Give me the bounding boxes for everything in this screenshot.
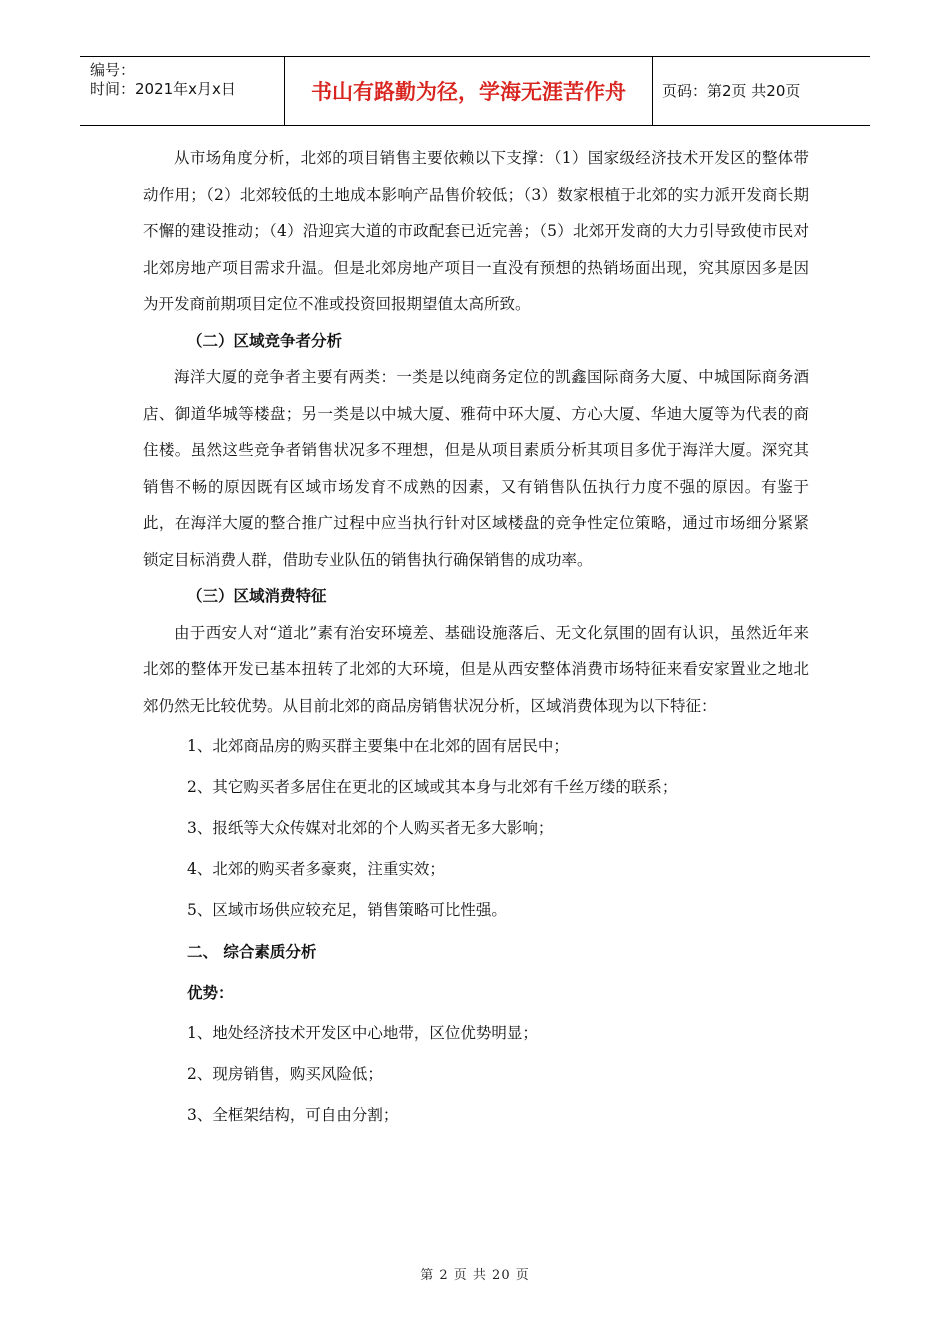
document-header <box>80 56 870 126</box>
serial-number-label: 编号： <box>90 61 136 79</box>
date-label: 时间：2021年x月x日 <box>90 80 236 98</box>
competitors-paragraph: 海洋大厦的竞争者主要有两类：一类是以纯商务定位的凯鑫国际商务大厦、中城国际商务酒店、御道华城等楼盘；另一类是以中城大厦、雅荷中环大厦、方心大厦、华迪大厦等为代表的商住楼。虽然这些竞争者销售状况多不理想，但是从项目素质分析其项目多优于海洋大厦。深究其销售不畅的原因既有区域市场发育不成熟的因素，又有销售队伍执行力度不强的原因。有鉴于此，在海洋大厦的整合推广过程中应当执行针对区域楼盘的竞争性定位策略，通过市场细分紧紧锁定目标消费人群，借助专业队伍的销售执行确保销售的成功率。 <box>143 368 809 569</box>
section-heading-consumption: （三）区域消费特征 <box>187 586 327 605</box>
list-item: 5、区域市场供应较充足，销售策略可比性强。 <box>187 901 507 919</box>
market-analysis-paragraph: 从市场角度分析，北郊的项目销售主要依赖以下支撑：（1）国家级经济技术开发区的整体带动作用；（2）北郊较低的土地成本影响产品售价较低；（3）数家根植于北郊的实力派开发商长期不懈的建设推动；（4）沿迎宾大道的市政配套已近完善；（5）北郊开发商的大力引导致使市民对北郊房地产项目需求升温。但是北郊房地产项目一直没有预想的热销场面出现，究其原因多是因为开发商前期项目定位不准或投资回报期望值太高所致。 <box>143 149 809 313</box>
header-page-code: 页码：第2页 共20页 <box>662 82 801 100</box>
advantages-heading: 优势： <box>187 983 234 1002</box>
list-item: 1、北郊商品房的购买群主要集中在北郊的固有居民中； <box>187 737 569 755</box>
header-motto-cell <box>284 57 653 125</box>
consumption-paragraph: 由于西安人对“道北”素有治安环境差、基础设施落后、无文化氛围的固有认识，虽然近年来北郊的整体开发已基本扭转了北郊的大环境，但是从西安整体消费市场特征来看安家置业之地北郊仍然无比较优势。从目前北郊的商品房销售状况分析，区域消费体现为以下特征： <box>143 623 809 715</box>
header-meta-cell <box>80 57 283 125</box>
section-heading-competitors: （二）区域竞争者分析 <box>187 330 343 350</box>
header-page-cell <box>652 57 870 125</box>
list-item: 3、报纸等大众传媒对北郊的个人购买者无多大影响； <box>187 819 554 837</box>
list-item: 4、北郊的购买者多豪爽，注重实效； <box>187 860 445 878</box>
section-heading-overall-quality: 二、 综合素质分析 <box>187 942 317 961</box>
list-item: 3、全框架结构，可自由分割； <box>187 1106 399 1124</box>
list-item: 2、现房销售，购买风险低； <box>187 1065 383 1083</box>
list-item: 2、其它购买者多居住在更北的区域或其本身与北郊有千丝万缕的联系； <box>187 778 678 796</box>
page-footer: 第 2 页 共 20 页 <box>420 1268 530 1283</box>
document-body <box>143 140 809 1136</box>
header-motto: 书山有路勤为径，学海无涯苦作舟 <box>311 80 626 104</box>
list-item: 1、地处经济技术开发区中心地带，区位优势明显； <box>187 1024 538 1042</box>
